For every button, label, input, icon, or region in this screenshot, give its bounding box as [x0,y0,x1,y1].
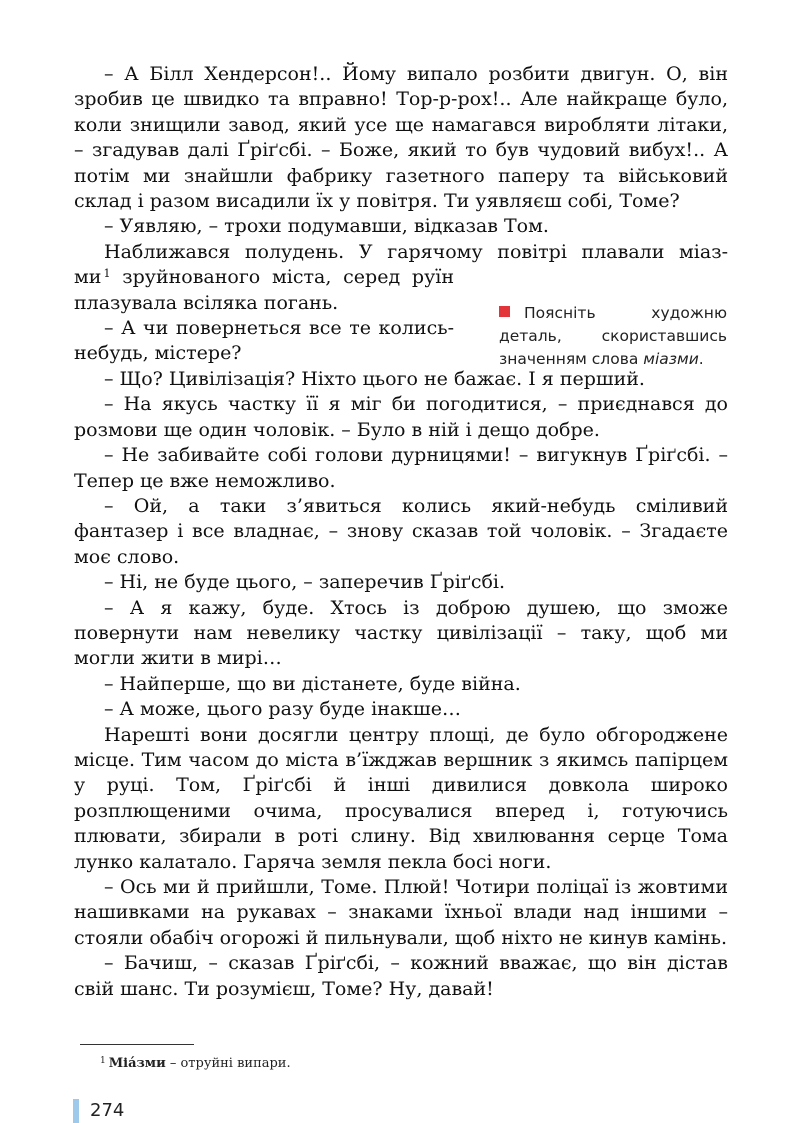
paragraph: – Ось ми й прийшли, Томе. Плюй! Чотири поліцаї із жовтими нашивками на рукавах – знаками їхньої влади над іншими – стояли обабіч огорожі й пильнували, щоб ніхто не кинув камінь. [74,876,728,949]
sidenote-end: . [698,350,704,368]
page-number-bar [73,1099,79,1123]
footnote-term: Міáзми [108,1056,166,1071]
red-square-icon [499,306,510,317]
sidenote-term: міазми [643,350,699,368]
footnote-marker: 1 [100,1056,106,1066]
sidenote-task [499,302,727,371]
paragraph: – А чи повернеться все те колись-небудь, містере? [74,317,454,365]
miazmy-word: ми [74,266,102,289]
main-text-column [74,62,728,1002]
paragraph: – Ой, а таки з’явиться колись який-небудь сміливий фантазер і все владнає, – знову сказав той чоловік. – Згадаєте моє слово. [74,494,728,568]
paragraph-miazmy [74,265,454,316]
paragraph: – Уявляю, – трохи подумавши, відказав Том. [104,215,549,238]
footnote-divider [80,1044,194,1045]
miazmy-rest: зруйнованого міста, серед руїн плазувала всіляка погань. [74,266,454,314]
paragraph: – А Білл Хендерсон!.. Йому випало розбити двигун. О, він зробив це швидко та вправно! Тор-р-рох!.. Але найкраще було, коли знищили завод, який усе ще намагався виробляти літаки, – згадував далі Ґріґсбі. – Боже, який то був чудовий вибух!.. А потім ми знайшли фабрику газетного паперу та військовий склад і разом висадили їх у повітря. Ти уявляєш собі, Томе? [74,63,728,213]
paragraph: – А може, цього разу буде інакше… [104,698,461,721]
paragraph: – Бачиш, – сказав Ґріґсбі, – кожний вважає, що він дістав свій шанс. Ти розумієш, Томе? Ну, давай! [74,952,728,1000]
footnote-definition: – отруйні випари. [165,1056,291,1071]
paragraph: – На якусь частку її я міг би погодитися, – приєднався до розмови ще один чоловік. – Було в ній і дещо добре. [74,393,728,441]
text-beside-sidenote [74,265,454,367]
paragraph: – Не забивайте собі голови дурницями! – вигукнув Ґріґсбі. – Тепер це вже неможливо. [74,444,728,492]
paragraph: – Що? Цивілізація? Ніхто цього не бажає. І я перший. [104,367,645,390]
footnote [100,1052,291,1073]
paragraph: – Найперше, що ви дістанете, буде війна. [104,672,521,695]
footnote-marker: 1 [103,267,111,281]
sidenote-text: Поясніть художню деталь, скориставшись значенням слова [499,304,727,368]
paragraph: Нарешті вони досягли центру площі, де було обгороджене місце. Тим часом до міста в’їжджав вершник з якимсь папірцем у руці. Том, Ґріґсбі й інші дивилися довкола широко розплющеними очима, просувалися вперед і, готуючись плювати, збирали в роті слину. Від хвилювання серце Тома лунко калатало. Гаряча земля пекла босі ноги. [74,723,728,873]
paragraph: – Ні, не буде цього, – заперечив Ґріґсбі. [104,571,506,594]
paragraph: – А я кажу, буде. Хтось із доброю душею, що зможе повернути нам невелику частку цивілізації – таку, щоб ми могли жити в мирі… [74,596,728,670]
paragraph-noon-first-line: Наближався полудень. У гарячому повітрі плавали міаз- [104,240,728,263]
page-number: 274 [90,1100,125,1121]
